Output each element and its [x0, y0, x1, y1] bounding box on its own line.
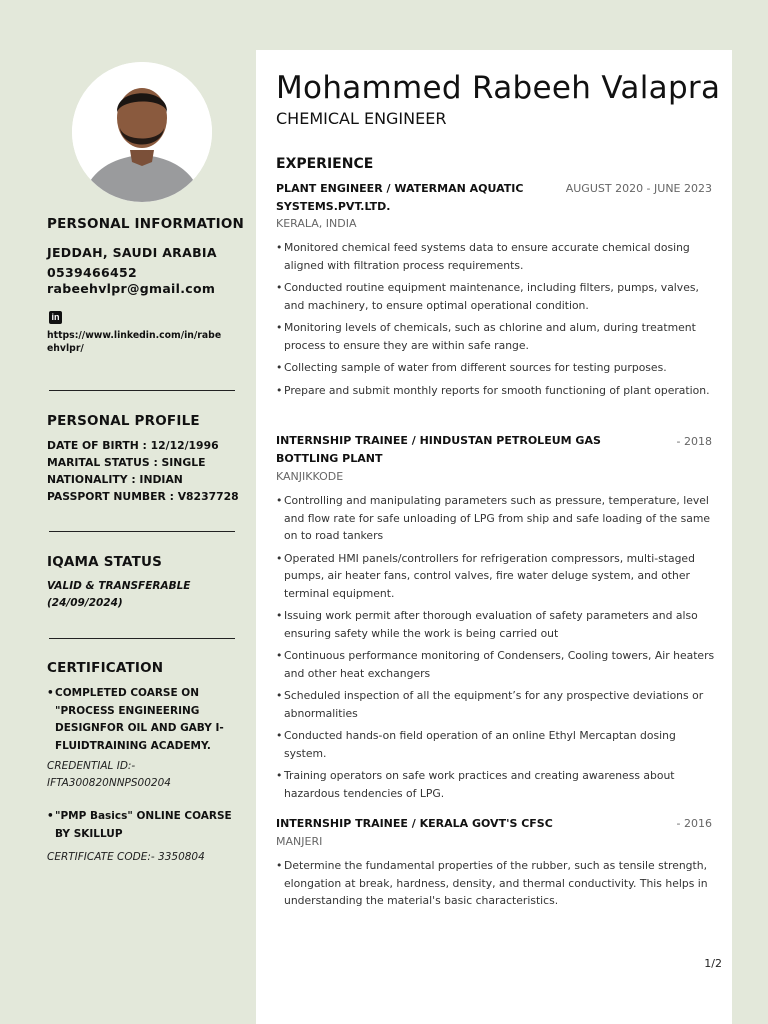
list-item: • Determine the fundamental properties of the rubber, such as tensile strength, elongation at break, hardness, density, and thermal conductivity. This helps in understanding the material's basic characteristics. [276, 857, 716, 910]
job-title: INTERNSHIP TRAINEE / KERALA GOVT'S CFSC [276, 817, 553, 830]
cert-item: • "PMP Basics" ONLINE COARSE BY SKILLUP [47, 810, 232, 840]
job-bullets [276, 857, 716, 915]
list-item: • Scheduled inspection of all the equipment’s for any prospective deviations or abnormalities [276, 687, 716, 722]
job-location: KERALA, INDIA [276, 217, 357, 230]
candidate-name: Mohammed Rabeeh Valapra [276, 70, 721, 106]
list-item: • Conducted hands-on field operation of an online Ethyl Mercaptan dosing system. [276, 727, 716, 762]
job-bullets [276, 239, 716, 404]
profile-photo [72, 62, 212, 202]
iqama-date-text: (24/09/2024) [47, 597, 123, 609]
location-text: JEDDAH, SAUDI ARABIA [47, 245, 217, 260]
job-date: - 2018 [676, 435, 712, 448]
divider [49, 638, 235, 639]
nationality-text: NATIONALITY : INDIAN [47, 473, 183, 486]
job-title: PLANT ENGINEER / WATERMAN AQUATIC SYSTEMS.PVT.LTD. [276, 182, 524, 213]
cert-title: "PMP Basics" ONLINE COARSE BY SKILLUP [55, 810, 232, 840]
list-item: • Controlling and manipulating parameters such as pressure, temperature, level and flow rate for safe unloading of LPG from ship and safe loading of the same on to road tankers [276, 492, 716, 545]
list-item: • Collecting sample of water from different sources for testing purposes. [276, 359, 716, 377]
phone-text: 0539466452 [47, 265, 137, 280]
certification-heading: CERTIFICATION [47, 660, 164, 676]
personal-profile-heading: PERSONAL PROFILE [47, 413, 200, 429]
cert-title: COMPLETED COARSE ON "PROCESS ENGINEERING DESIGNFOR OIL AND GABY I-FLUIDTRAINING ACADEMY. [55, 687, 224, 752]
linkedin-link[interactable]: https://www.linkedin.com/in/rabeehvlpr/ [47, 330, 222, 354]
personal-info-heading: PERSONAL INFORMATION [47, 216, 245, 232]
list-item: • Issuing work permit after thorough evaluation of safety parameters and also ensuring safety while the work is being carried out [276, 607, 716, 642]
cert-item: • COMPLETED COARSE ON "PROCESS ENGINEERING DESIGNFOR OIL AND GABY I-FLUIDTRAINING ACADEMY. [47, 687, 224, 752]
iqama-status-text: VALID & TRANSFERABLE [47, 580, 191, 592]
divider [49, 390, 235, 391]
avatar-icon [72, 62, 212, 202]
job-location: KANJIKKODE [276, 470, 344, 483]
page-number: 1/2 [704, 957, 722, 970]
main-panel [256, 50, 732, 1024]
list-item: • Monitored chemical feed systems data to ensure accurate chemical dosing aligned with filtration process requirements. [276, 239, 716, 274]
marital-status-text: MARITAL STATUS : SINGLE [47, 456, 206, 469]
job-location: MANJERI [276, 835, 323, 848]
linkedin-icon[interactable]: in [49, 311, 62, 324]
sidebar [0, 0, 256, 1024]
email-link[interactable]: rabeehvlpr@gmail.com [47, 281, 216, 296]
list-item: • Prepare and submit monthly reports for smooth functioning of plant operation. [276, 382, 716, 400]
divider [49, 531, 235, 532]
candidate-role: CHEMICAL ENGINEER [276, 109, 447, 128]
job-bullets [276, 492, 716, 807]
list-item: • Monitoring levels of chemicals, such as chlorine and alum, during treatment process to ensure they are within safe range. [276, 319, 716, 354]
iqama-heading: IQAMA STATUS [47, 554, 163, 570]
list-item: • Operated HMI panels/controllers for refrigeration compressors, multi-staged pumps, air heater fans, control valves, fire water deluge system, and other terminal equipment. [276, 550, 716, 603]
list-item: • Continuous performance monitoring of Condensers, Cooling towers, Air heaters and other heat exchangers [276, 647, 716, 682]
job-date: AUGUST 2020 - JUNE 2023 [565, 182, 712, 195]
list-item: • Conducted routine equipment maintenance, including filters, pumps, valves, and machinery, to ensure optimal operational condition. [276, 279, 716, 314]
job-date: - 2016 [676, 817, 712, 830]
cert-code: CERTIFICATE CODE:- 3350804 [47, 851, 205, 863]
cert-code: CREDENTIAL ID:- IFTA300820NNPS00204 [47, 760, 171, 789]
dob-text: DATE OF BIRTH : 12/12/1996 [47, 439, 219, 452]
job-title: INTERNSHIP TRAINEE / HINDUSTAN PETROLEUM GAS BOTTLING PLANT [276, 434, 601, 465]
list-item: • Training operators on safe work practices and creating awareness about hazardous tendencies of LPG. [276, 767, 716, 802]
experience-heading: EXPERIENCE [276, 156, 374, 172]
passport-text: PASSPORT NUMBER : V8237728 [47, 490, 239, 503]
